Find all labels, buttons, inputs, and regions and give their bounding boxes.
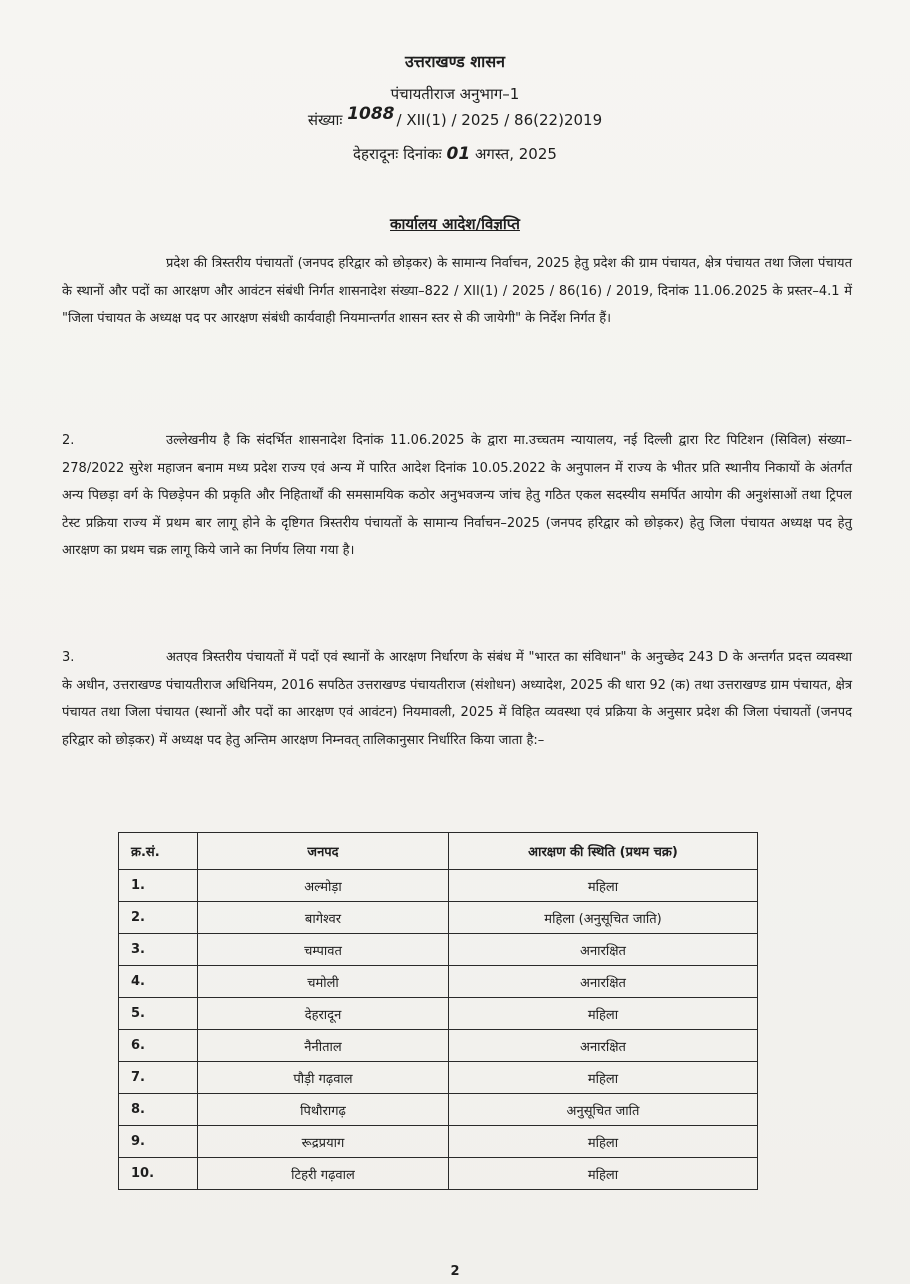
paragraph-2-text: उल्लेखनीय है कि संदर्भित शासनादेश दिनांक 11.06.2025 के द्वारा मा.उच्चतम न्यायालय, नई दिल्ली द्वारा रिट पिटिशन (सिविल) संख्या–278/2022 सुरेश महाजन बनाम मध्य प्रदेश राज्य एवं अन्य में पारित आदेश दिनांक 10.05.2022 के अनुपालन में राज्य के भीतर प्रति स्थानीय निकायों के अंतर्गत अन्य पिछड़ा वर्ग के पिछड़ेपन की प्रकृति और निहितार्थों की समसामयिक कठोर अनुभवजन्य जांच हेतु गठित एकल सदस्यीय समर्पित आयोग की अनुशंसाओं तथा ट्रिपल टेस्ट प्रक्रिया राज्य में प्रथम बार लागू होने के दृष्टिगत त्रिस्तरीय पंचायतों के सामान्य निर्वाचन–2025 (जनपद हरिद्वार को छोड़कर) हेतु जिला पंचायत अध्यक्ष पद हेतु आरक्षण का प्रथम चक्र लागू किये जाने का निर्णय लिया गया है। [62,433,852,558]
department-name: पंचायतीराज अनुभाग–1 [390,85,520,103]
cell-district: बागेश्वर [198,902,449,934]
reservation-table [118,832,758,1190]
header-reservation-status: आरक्षण की स्थिति (प्रथम चक्र) [449,833,758,870]
table-row [119,966,758,998]
cell-status: अनारक्षित [449,1030,758,1062]
cell-serial: 6. [119,1030,198,1062]
cell-serial: 4. [119,966,198,998]
paragraph-3-number: 3. [62,650,75,665]
table-row [119,1094,758,1126]
cell-district: चम्पावत [198,934,449,966]
cell-status: अनुसूचित जाति [449,1094,758,1126]
order-date [0,144,910,164]
cell-district: अल्मोड़ा [198,870,449,902]
table-row [119,1126,758,1158]
order-number [0,104,910,130]
order-date-prefix: देहरादूनः दिनांकः [353,145,442,163]
paragraph-2-number: 2. [62,433,75,448]
order-number-suffix: / XII(1) / 2025 / 86(22)2019 [396,111,603,129]
paragraph-3-text: अतएव त्रिस्तरीय पंचायतों में पदों एवं स्थानों के आरक्षण निर्धारण के संबंध में "भारत का संविधान" के अनुच्छेद 243 D के अन्तर्गत प्रदत्त व्यवस्था के अधीन, उत्तराखण्ड पंचायतीराज अधिनियम, 2016 सपठित उत्तराखण्ड पंचायतीराज (संशोधन) अध्यादेश, 2025 की धारा 92 (क) तथा उत्तराखण्ड ग्राम पंचायत, क्षेत्र पंचायत तथा जिला पंचायत (स्थानों और पदों का आरक्षण एवं आवंटन) नियमावली, 2025 में विहित व्यवस्था एवं प्रक्रिया के अनुसार प्रदेश की जिला पंचायतों (जनपद हरिद्वार को छोड़कर) में अध्यक्ष पद हेतु अन्तिम आरक्षण निम्नवत् तालिकानुसार निर्धारित किया जाता है:– [62,650,852,748]
table-row [119,1062,758,1094]
cell-serial: 8. [119,1094,198,1126]
cell-district: नैनीताल [198,1030,449,1062]
cell-status: अनारक्षित [449,934,758,966]
cell-district: देहरादून [198,998,449,1030]
table-row [119,902,758,934]
cell-district: पौड़ी गढ़वाल [198,1062,449,1094]
order-number-handwritten: 1088 [347,104,395,124]
cell-serial: 1. [119,870,198,902]
page-number: 2 [450,1264,460,1279]
cell-status: अनारक्षित [449,966,758,998]
cell-serial: 3. [119,934,198,966]
cell-serial: 10. [119,1158,198,1190]
paragraph-3 [62,644,852,754]
cell-serial: 9. [119,1126,198,1158]
order-title: कार्यालय आदेश/विज्ञप्ति [390,215,520,233]
table-header-row [119,833,758,870]
cell-status: महिला [449,1126,758,1158]
cell-district: रूद्रप्रयाग [198,1126,449,1158]
table-row [119,1030,758,1062]
paragraph-1: प्रदेश की त्रिस्तरीय पंचायतों (जनपद हरिद्वार को छोड़कर) के सामान्य निर्वाचन, 2025 हेतु प्रदेश की ग्राम पंचायत, क्षेत्र पंचायत तथा जिला पंचायत के स्थानों और पदों का आरक्षण और आवंटन संबंधी निर्गत शासनादेश संख्या–822 / XII(1) / 2025 / 86(16) / 2019, दिनांक 11.06.2025 के प्रस्तर–4.1 में "जिला पंचायत के अध्यक्ष पद पर आरक्षण संबंधी कार्यवाही नियमान्तर्गत शासन स्तर से की जायेगी" के निर्देश निर्गत हैं। [62,256,852,326]
cell-district: पिथौरागढ़ [198,1094,449,1126]
cell-serial: 5. [119,998,198,1030]
table-row [119,998,758,1030]
table-row [119,934,758,966]
cell-serial: 7. [119,1062,198,1094]
cell-status: महिला [449,998,758,1030]
order-number-prefix: संख्याः [307,111,343,129]
order-date-handwritten: 01 [446,144,471,164]
cell-district: टिहरी गढ़वाल [198,1158,449,1190]
table-row [119,1158,758,1190]
table-row [119,870,758,902]
header-district: जनपद [198,833,449,870]
paragraph-2 [62,427,852,565]
government-name: उत्तराखण्ड शासन [404,52,506,71]
cell-status: महिला [449,870,758,902]
order-date-suffix: अगस्त, 2025 [474,145,557,163]
header-serial: क्र.सं. [119,833,198,870]
cell-status: महिला (अनुसूचित जाति) [449,902,758,934]
cell-serial: 2. [119,902,198,934]
cell-status: महिला [449,1062,758,1094]
cell-district: चमोली [198,966,449,998]
cell-status: महिला [449,1158,758,1190]
